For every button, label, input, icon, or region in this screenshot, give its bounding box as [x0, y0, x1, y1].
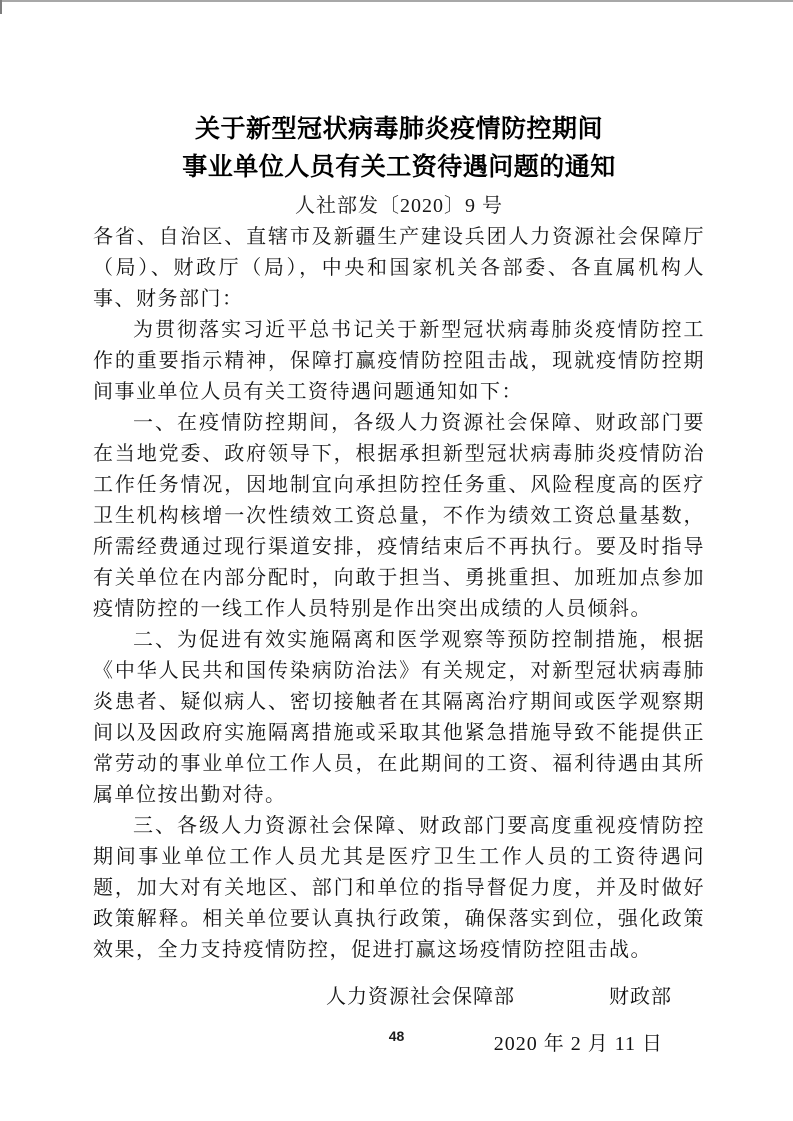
page-number: 48	[388, 1028, 405, 1044]
title-line-2: 事业单位人员有关工资待遇问题的通知	[182, 153, 616, 181]
item-three-paragraph: 三、各级人力资源社会保障、财政部门要高度重视疫情防控期间事业单位工作人员尤其是医疗卫生工作人员的工资待遇问题，加大对有关地区、部门和单位的指导督促力度，并及时做好政策解释。相关单位要认真执行政策，确保落实到位，强化政策效果，全力支持疫情防控，促进打赢这场疫情防控阻击战。	[93, 815, 705, 961]
signature-line	[93, 982, 705, 1013]
signature-org-mof: 财政部	[609, 986, 672, 1008]
document-content	[93, 0, 705, 1060]
document-title	[93, 0, 705, 186]
salutation-paragraph: 各省、自治区、直辖市及新疆生产建设兵团人力资源社会保障厅（局）、财政厅（局），中央和国家机关各部委、各直属机构人事、财务部门：	[93, 226, 705, 310]
signature-org-mohrss: 人力资源社会保障部	[326, 986, 515, 1008]
intro-paragraph: 为贯彻落实习近平总书记关于新型冠状病毒肺炎疫情防控工作的重要指示精神，保障打赢疫情防控阻击战，现就疫情防控期间事业单位人员有关工资待遇问题通知如下：	[93, 319, 705, 403]
item-one-paragraph: 一、在疫情防控期间，各级人力资源社会保障、财政部门要在当地党委、政府领导下，根据承担新型冠状病毒肺炎疫情防治工作任务情况，因地制宜向承担防控任务重、风险程度高的医疗卫生机构核增一次性绩效工资总量，不作为绩效工资总量基数，所需经费通过现行渠道安排，疫情结束后不再执行。要及时指导有关单位在内部分配时，向敢于担当、勇挑重担、加班加点参加疫情防控的一线工作人员特别是作出突出成绩的人员倾斜。	[93, 412, 705, 620]
signature-date: 2020 年 2 月 11 日	[493, 1033, 663, 1055]
title-line-1: 关于新型冠状病毒肺炎疫情防控期间	[194, 115, 603, 143]
scan-edge-corner-mark	[0, 0, 2, 14]
document-reference-number: 人社部发〔2020〕9 号	[295, 195, 503, 217]
document-body	[93, 222, 705, 966]
item-two-paragraph: 二、为促进有效实施隔离和医学观察等预防控制措施，根据《中华人民共和国传染病防治法》有关规定，对新型冠状病毒肺炎患者、疑似病人、密切接触者在其隔离治疗期间或医学观察期间以及因政府实施隔离措施或采取其他紧急措施导致不能提供正常劳动的事业单位工作人员，在此期间的工资、福利待遇由其所属单位按出勤对待。	[93, 629, 705, 806]
